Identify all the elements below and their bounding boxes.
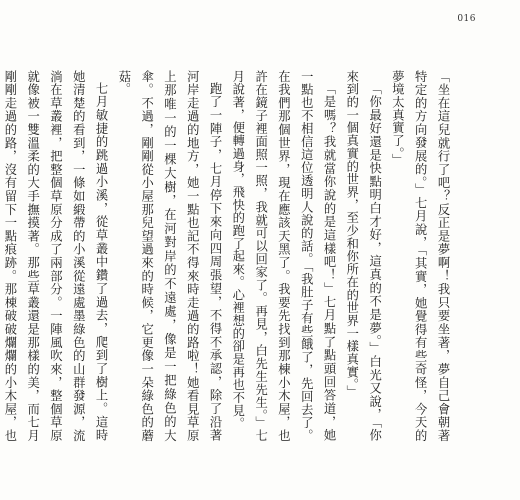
paragraph: 「你最好還是快點明白才好，這真的不是夢。」白光又說，「你來到的一個真實的世界，至少和你所在的世界一樣真實。」 — [344, 70, 382, 442]
paragraph: 「是嗎？我就當你說的是這樣吧！」七月點了點頭回答道，她一點也不相信這位透明人說的話。「我肚子有些餓了，先回去了。在我們那個世界，現在應該天黑了。我要先找到那棟小木屋，也許在鏡子裡面照一照，我就可以回家了。再見，白先生先生。」七月說著，便轉過身，飛快的跑了起來。心裡想的卻是再也不見。 — [230, 70, 337, 442]
page-number: 016 — [457, 14, 476, 24]
vertical-text-block — [0, 70, 454, 442]
paragraph: 「坐在這兒就行了吧？反正是夢啊！我只要坐著，夢自己會朝著特定的方向發展的。」七月說，「其實，她覺得有些奇怪，今天的夢境太真實了。」 — [390, 70, 450, 442]
paragraph: 七月敏捷的跳過小溪，從草叢中鑽了過去，爬到了樹上。這時她清楚的看到，一條如緞帶的小溪從遠處墨綠色的山群發源，流淌在草叢裡，把整個草原分成了兩部分。一陣風吹來，整個草原就像被一雙溫柔的大手撫摸著。那些草叢還是那樣的美，而七月剛剛走過的路，沒有留下一點痕跡。那棟破破爛爛的小木屋，也 — [2, 70, 109, 442]
paragraph: 跑了一陣子，七月停下來向四周張望，不得不承認，除了沿著河岸走過的地方，她一點也記不得來時走過的路啦！她看見草原上那唯一的一棵大樹，在河對岸的不遠處，像是一把綠色的大傘。不過，剛剛從小屋那兒望過來的時候，它更像一朵綠色的蘑菇。 — [116, 70, 223, 442]
